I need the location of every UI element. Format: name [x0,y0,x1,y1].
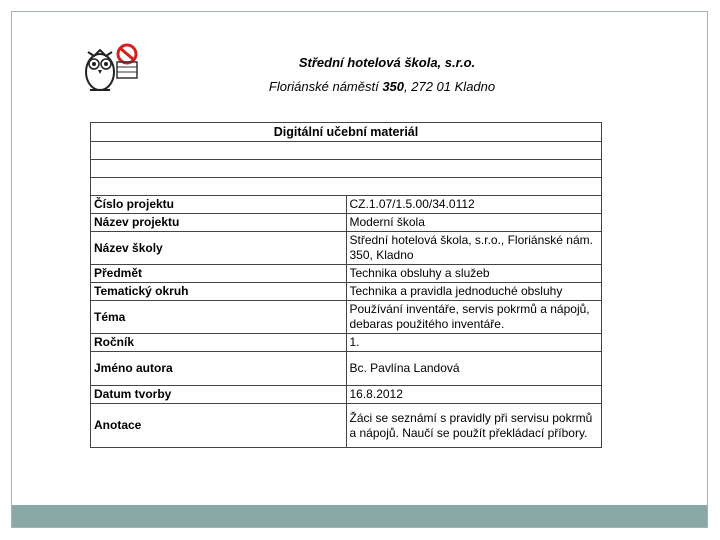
table-row [91,196,602,214]
blank-row [91,160,602,178]
table-row [91,301,602,334]
table-row [91,404,602,448]
address-number: 350 [382,79,405,94]
row-value: Používání inventáře, servis pokrmů a nápojů, debaras použitého inventáře. [346,301,602,334]
material-info-table [90,122,602,448]
row-value: Technika obsluhy a služeb [346,265,602,283]
row-value: Moderní škola [346,214,602,232]
row-value: Střední hotelová škola, s.r.o., Floriánské nám. 350, Kladno [346,232,602,265]
school-owl-logo-icon [80,40,142,94]
row-value: Technika a pravidla jednoduché obsluhy [346,283,602,301]
row-label: Anotace [91,404,347,448]
table-row [91,214,602,232]
address-prefix: Floriánské náměstí [268,79,383,94]
row-label: Číslo projektu [91,196,347,214]
table-row [91,352,602,386]
row-label: Název školy [91,232,347,265]
address-suffix: , 272 01 Kladno [404,79,496,94]
table-row [91,265,602,283]
row-label: Téma [91,301,347,334]
row-label: Tematický okruh [91,283,347,301]
school-name: Střední hotelová škola, s.r.o. [298,55,476,70]
table-row [91,232,602,265]
row-value: 16.8.2012 [346,386,602,404]
row-value: CZ.1.07/1.5.00/34.0112 [346,196,602,214]
row-label: Předmět [91,265,347,283]
row-value: 1. [346,334,602,352]
table-title: Digitální učební materiál [91,123,602,142]
row-label: Ročník [91,334,347,352]
row-value: Bc. Pavlína Landová [346,352,602,386]
table-row [91,386,602,404]
table-row [91,283,602,301]
school-address [252,79,512,94]
row-label: Jméno autora [91,352,347,386]
table-row [91,334,602,352]
row-value: Žáci se seznámí s pravidly při servisu pokrmů a nápojů. Naučí se použít překládací příbory. [346,404,602,448]
footer-bar [12,505,707,527]
row-label: Datum tvorby [91,386,347,404]
row-label: Název projektu [91,214,347,232]
blank-row [91,142,602,160]
blank-row [91,178,602,196]
